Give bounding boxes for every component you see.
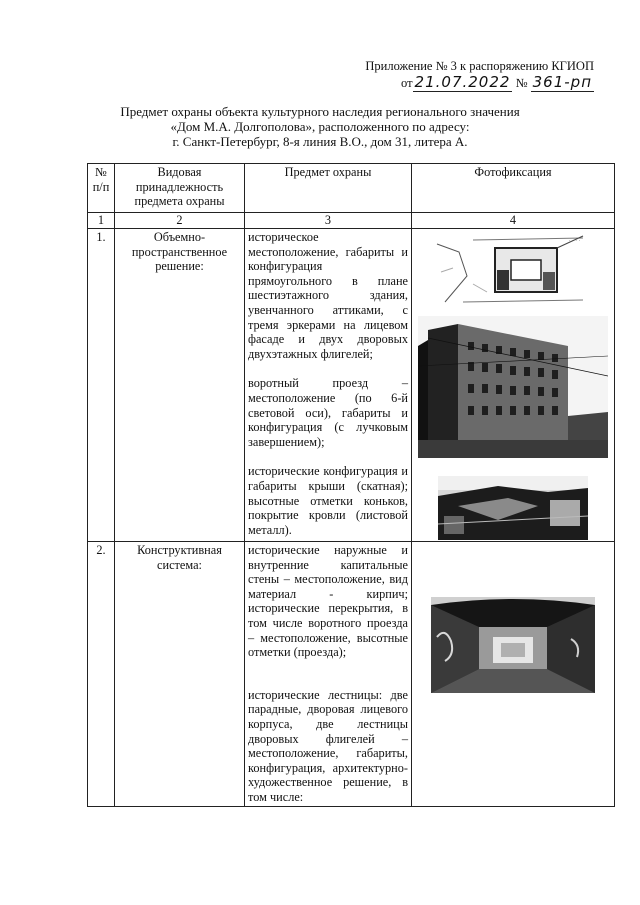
- appendix-date-line: [365, 74, 594, 91]
- facade-photo: [418, 316, 608, 458]
- header-num: № п/п: [88, 164, 115, 213]
- subject-paragraph: исторические наружные и внутренние капитальные стены – местоположение, вид материал - кирпич; исторические перекрытия, в том числе воротного проезда – местоположение, высотные отметки (проезда);: [248, 543, 408, 660]
- svg-text:· · · ·: · · · ·: [569, 238, 581, 244]
- col-number: 1: [88, 213, 115, 229]
- protection-table: [87, 163, 615, 807]
- date-prefix: от: [400, 76, 413, 90]
- handwritten-date: 21.07.2022: [414, 73, 511, 91]
- subject-paragraph: исторические лестницы: две парадные, дворовая лицевого корпуса, две лестницы дворовых флигелей – местоположение, габариты, конфигурация, архитектурно-художественное решение, в том числе:: [248, 687, 408, 804]
- title-line-1: Предмет охраны объекта культурного наследия регионального значения: [120, 104, 520, 119]
- row-number: 2.: [88, 542, 115, 807]
- row-photos: [412, 542, 615, 807]
- title-line-2: «Дом М.А. Долгополова», расположенного по адресу:: [170, 119, 470, 134]
- header-subject: Предмет охраны: [245, 164, 412, 213]
- appendix-line: Приложение № 3 к распоряжению КГИОП: [365, 59, 594, 73]
- table-row: [88, 229, 615, 542]
- document-title: [0, 104, 640, 149]
- appendix-header: [365, 58, 594, 91]
- row-subject: [245, 229, 412, 542]
- header-photo: Фотофиксация: [412, 164, 615, 213]
- handwritten-number: 361-рп: [532, 73, 592, 91]
- subject-paragraph: воротный проезд – местоположение (по 6-й световой оси), габариты и конфигурация (с лучковым завершением);: [248, 376, 408, 449]
- gateway-passage-photo: [431, 597, 595, 693]
- site-plan-photo: [433, 232, 593, 308]
- title-line-3: г. Санкт-Петербург, 8-я линия В.О., дом 31, литера А.: [172, 134, 468, 149]
- header-type: Видовая принадлежность предмета охраны: [115, 164, 245, 213]
- table-header-row: [88, 164, 615, 213]
- column-numbers-row: [88, 213, 615, 229]
- row-type: Объемно-пространственное решение:: [115, 229, 245, 542]
- row-subject: [245, 542, 412, 807]
- row-type: Конструктивная система:: [115, 542, 245, 807]
- col-number: 3: [245, 213, 412, 229]
- number-prefix: №: [515, 76, 528, 90]
- table-row: [88, 542, 615, 807]
- row-photos: [412, 229, 615, 542]
- subject-paragraph: историческое местоположение, габариты и конфигурация прямоугольного в плане шестиэтажного здания, увенчанного аттиками, с тремя эркерами на лицевом фасаде и двух дворовых двухэтажных флигелей;: [248, 230, 408, 361]
- col-number: 2: [115, 213, 245, 229]
- subject-paragraph: исторические конфигурация и габариты крыши (скатная); высотные отметки коньков, покрытие кровли (листовой металл).: [248, 464, 408, 537]
- row-number: 1.: [88, 229, 115, 542]
- roof-photo: [438, 476, 588, 540]
- col-number: 4: [412, 213, 615, 229]
